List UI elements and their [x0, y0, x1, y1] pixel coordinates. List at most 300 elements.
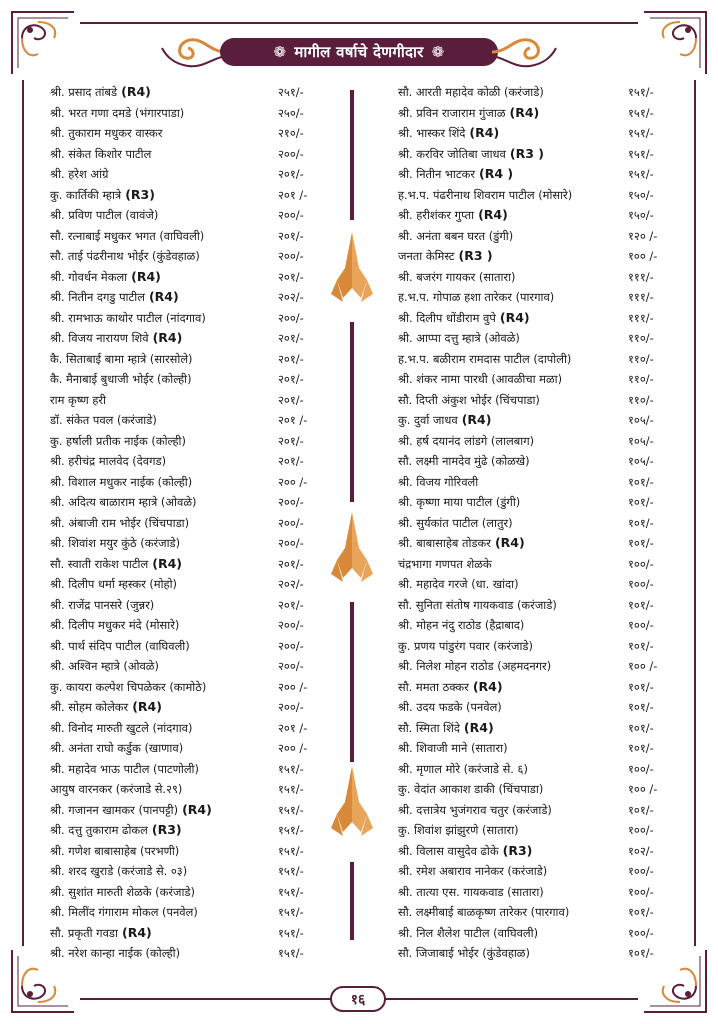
donor-row: [398, 595, 674, 616]
donor-name-text: ह.भ.प. गोपाळ हशा तारेकर (पारगाव): [398, 290, 555, 304]
donation-amount: २०२/-: [278, 290, 304, 304]
donor-name-text: श्री. शिवाजी माने (सातारा): [398, 741, 508, 755]
donor-row: [398, 349, 674, 370]
donor-row: [50, 902, 326, 923]
donation-amount: २००/-: [278, 638, 304, 653]
donation-amount: १०१/-: [628, 946, 654, 960]
frame-left-border: [22, 80, 24, 946]
donor-name: [398, 677, 503, 698]
donor-name-text: श्री. प्रविण पाटील (वावंजे): [50, 208, 159, 222]
donor-row: [398, 144, 674, 165]
donor-name-text: कु. कायरा कल्पेश चिपळेकर (कामोठे): [50, 679, 207, 694]
donor-list-right: [398, 82, 674, 964]
donation-amount: १५१/-: [628, 146, 654, 161]
donor-row: [50, 431, 326, 452]
donor-name-text: श्री. अदित्य बाळाराम म्हात्रे (ओवळे): [50, 495, 197, 509]
donor-row: [398, 820, 674, 841]
donation-amount: २०० /-: [278, 679, 308, 694]
donation-amount: १०१/-: [628, 700, 654, 714]
donor-row: [50, 554, 326, 575]
donor-name: [50, 226, 204, 247]
donor-name: [50, 472, 192, 493]
donor-row: [398, 390, 674, 411]
donor-row: [398, 943, 674, 964]
donation-amount: १०५/-: [628, 454, 654, 468]
donor-badge: (R4): [182, 801, 212, 817]
donor-name: [50, 246, 200, 267]
donor-name-text: कु. दुर्वा जाधव: [398, 413, 458, 427]
donation-amount: ११०/-: [628, 392, 654, 407]
donor-name-text: श्री. अनंता बबन घरत (डुंगी): [398, 228, 514, 243]
donor-badge: (R4): [463, 719, 494, 735]
donor-row: [50, 205, 326, 226]
donor-name: [398, 841, 532, 862]
donor-row: [398, 308, 674, 329]
donor-name: [50, 595, 154, 616]
donor-row: [50, 513, 326, 534]
donation-amount: २०० /-: [278, 474, 308, 489]
donor-row: [398, 103, 674, 124]
donor-row: [398, 615, 674, 636]
donation-amount: १००/-: [628, 577, 654, 591]
donation-amount: १०० /-: [628, 782, 658, 796]
donor-row: [398, 267, 674, 288]
donation-amount: १०० /-: [628, 659, 658, 673]
donation-amount: १००/-: [628, 925, 654, 940]
donor-name: [398, 123, 499, 144]
donor-row: [398, 328, 674, 349]
donor-name-text: राम कृष्ण हरी: [50, 392, 106, 407]
donor-name: [50, 144, 151, 165]
donor-row: [50, 390, 326, 411]
donor-name: [398, 779, 543, 800]
donor-name-text: श्री. रमेश अबाराव नानेकर (करंजाडे): [398, 864, 548, 878]
donation-amount: १११/-: [628, 310, 654, 325]
donor-row: [50, 472, 326, 493]
donor-row: [398, 492, 674, 513]
donor-badge: (R4): [509, 104, 540, 120]
donor-row: [398, 882, 674, 903]
donor-name: [398, 595, 557, 616]
donor-row: [50, 349, 326, 370]
donor-name-text: सौ. आरती महादेव कोळी (करंजाडे): [398, 85, 544, 99]
donor-name: [398, 287, 554, 308]
donor-row: [50, 246, 326, 267]
page-number: १६: [330, 986, 386, 1012]
donor-row: [398, 82, 674, 103]
donor-name: [50, 308, 206, 329]
donor-row: [398, 656, 674, 677]
donor-row: [50, 533, 326, 554]
donor-name-text: डॉ. संकेत पवल (करंजाडे): [50, 413, 157, 427]
donor-name: [398, 144, 544, 165]
donor-name: [398, 759, 528, 780]
title-ornament-right-icon: ❁: [431, 43, 445, 61]
donor-list-left: [50, 82, 326, 964]
donation-amount: १०१/-: [628, 720, 654, 735]
donor-row: [398, 123, 674, 144]
donor-name: [398, 369, 562, 390]
donor-name-text: श्री. शंकर नामा पारधी (आवळीचा मळा): [398, 372, 563, 386]
donation-amount: ११०/-: [628, 372, 654, 386]
donor-badge: (R4): [132, 699, 162, 714]
donor-name: [398, 410, 491, 431]
donor-row: [398, 451, 674, 472]
donor-badge: (R4): [148, 289, 179, 304]
donor-name-text: श्री. अश्विन म्हात्रे (ओवळे): [50, 659, 159, 673]
donation-amount: २०१ /-: [278, 413, 308, 427]
donor-name: [50, 431, 186, 452]
donor-row: [398, 533, 674, 554]
donor-name-text: सौ. जिजाबाई भोईर (कुंडेवहाळ): [398, 946, 530, 960]
donor-name-text: कै. मैनाबाई बुधाजी भोईर (कोल्ही): [50, 372, 192, 386]
donor-name-text: श्री. विशाल मधुकर नाईक (कोल्ही): [50, 474, 193, 489]
donation-amount: २०१/-: [278, 433, 304, 448]
donor-name: [50, 205, 158, 226]
donor-name: [50, 328, 182, 349]
donor-badge: (R4): [461, 412, 492, 427]
donor-name-text: सौ. स्मिता शिंदे: [398, 720, 460, 735]
donation-amount: २०१/-: [278, 454, 304, 468]
donation-amount: १०२/-: [628, 843, 654, 858]
donor-name: [50, 738, 183, 759]
donor-name: [50, 697, 162, 718]
title-ornament-left-icon: ❁: [273, 43, 287, 61]
donor-name-text: ह.भ.प. बळीराम रामदास पाटील (दापोली): [398, 351, 572, 366]
donor-name: [398, 902, 569, 923]
donor-row: [398, 841, 674, 862]
donation-amount: १००/-: [628, 761, 654, 776]
donor-row: [398, 554, 674, 575]
donation-amount: १११/-: [628, 290, 654, 304]
donor-row: [398, 697, 674, 718]
donation-amount: १०१/-: [628, 679, 654, 694]
donor-name: [50, 103, 184, 124]
donation-amount: ११०/-: [628, 351, 654, 366]
donation-amount: १५१/-: [278, 905, 304, 919]
donation-amount: १००/-: [628, 556, 654, 571]
donor-name: [398, 574, 519, 595]
donor-name-text: श्री. निलेश मोहन राठोड (अहमदनगर): [398, 659, 552, 673]
donor-row: [398, 369, 674, 390]
title-swirl-icon: [490, 34, 560, 70]
donor-name: [398, 205, 508, 226]
donor-badge: (R4 ): [479, 166, 514, 181]
donor-row: [398, 431, 674, 452]
donor-name-text: सौ. लक्ष्मी नामदेव मुंढे (कोळखे): [398, 454, 530, 468]
donation-amount: १५१/-: [278, 884, 304, 899]
donor-name: [398, 226, 513, 247]
donation-amount: १०१/-: [628, 905, 654, 919]
page-title: [220, 38, 498, 66]
donor-name-text: श्री. हरीशंकर गुप्ता: [398, 208, 475, 222]
donor-name-text: श्री. कृष्णा माया पाटील (डुंगी): [398, 495, 521, 509]
donor-row: [50, 595, 326, 616]
donor-row: [398, 800, 674, 821]
donor-row: [50, 738, 326, 759]
donation-amount: १०५/-: [628, 433, 654, 448]
donor-row: [50, 861, 326, 882]
donor-name-text: सौ. लक्ष्मीबाई बाळकृष्ण तारेकर (पारगाव): [398, 905, 570, 919]
frame-top-border: [80, 22, 638, 24]
donor-name: [398, 513, 513, 534]
donor-name-text: श्री. हरेश आंग्रे: [50, 167, 109, 181]
donor-name-text: श्री. सुशांत मारुती शेळके (करंजाडे): [50, 884, 195, 899]
donor-name-text: श्री. करविर जोतिबा जाधव: [398, 146, 506, 161]
donor-name: [50, 841, 179, 862]
donor-row: [50, 656, 326, 677]
donor-name: [398, 636, 533, 657]
donor-name-text: आयुष वारनकर (करंजाडे से.२९): [50, 782, 183, 796]
donor-name-text: श्री. भरत गणा दमडे (भंगारपाडा): [50, 105, 185, 120]
donor-name: [50, 636, 190, 657]
donor-name: [398, 656, 551, 677]
donation-amount: २००/-: [278, 310, 304, 325]
donation-amount: २००/-: [278, 515, 304, 530]
donor-name: [398, 164, 513, 185]
donation-amount: २००/-: [278, 146, 304, 161]
donor-name: [398, 390, 540, 411]
donor-row: [398, 205, 674, 226]
donor-row: [50, 779, 326, 800]
donor-name-text: श्री. हरीचंद्र मालवेद (देवगड): [50, 454, 167, 468]
donor-row: [50, 123, 326, 144]
donation-amount: १५१/-: [278, 782, 304, 796]
donor-name-text: श्री. सुर्यकांत पाटील (लातुर): [398, 515, 513, 530]
donor-name-text: श्री. उदय फडके (पनवेल): [398, 700, 502, 714]
donor-name-text: सौ. रत्नाबाई मधुकर भगत (वाघिवली): [50, 228, 205, 243]
donor-name: [50, 615, 179, 636]
donation-amount: २०१/-: [278, 269, 304, 284]
donor-name: [50, 82, 151, 103]
donor-row: [50, 820, 326, 841]
donor-name-text: श्री. रामभाऊ काथोर पाटील (नांदगाव): [50, 310, 206, 325]
donor-name-text: श्री. विलास वासुदेव ढोके: [398, 843, 499, 858]
donor-badge: (R4): [121, 924, 152, 940]
donor-name: [398, 533, 525, 554]
donor-badge: (R4): [121, 84, 151, 99]
folded-hands-icon: [327, 508, 377, 588]
donor-badge: (R3): [125, 186, 155, 202]
donor-row: [398, 636, 674, 657]
donor-name: [50, 492, 196, 513]
donor-row: [50, 718, 326, 739]
donor-row: [398, 287, 674, 308]
donor-badge: (R3 ): [509, 145, 544, 161]
donor-row: [50, 697, 326, 718]
donor-name: [398, 820, 519, 841]
donor-name: [398, 923, 538, 944]
donation-amount: १०१/-: [628, 597, 654, 612]
donor-name-text: श्री. दत्तात्रेय भुजंगराव चतुर (करंजाडे): [398, 802, 552, 817]
donor-name: [50, 123, 162, 144]
donation-amount: १०१/-: [628, 638, 654, 653]
donor-name: [50, 923, 152, 944]
donor-name-text: कु. कार्तिकी म्हात्रे: [50, 187, 122, 202]
donor-name: [398, 246, 493, 267]
donor-name: [50, 287, 179, 308]
donor-row: [398, 472, 674, 493]
donation-amount: २०१/-: [278, 556, 304, 571]
donation-amount: १०१/-: [628, 802, 654, 817]
donation-amount: २००/-: [278, 700, 304, 714]
donor-name: [398, 800, 552, 821]
donor-name: [398, 431, 534, 452]
donor-name-text: श्री. मोहन नंदु राठोड (हैद्राबाद): [398, 618, 525, 632]
donor-name: [398, 492, 520, 513]
donation-amount: २०१/-: [278, 351, 304, 366]
donor-row: [50, 308, 326, 329]
donor-row: [398, 923, 674, 944]
donation-amount: १००/-: [628, 864, 654, 878]
donor-name-text: श्री. पार्थ संदिप पाटील (वाघिवली): [50, 638, 190, 653]
donor-name: [50, 574, 177, 595]
donor-name-text: श्री. बाबासाहेब तोडकर: [398, 536, 491, 550]
title-swirl-icon: [158, 34, 228, 70]
donor-row: [398, 246, 674, 267]
donation-amount: १५०/-: [628, 187, 654, 202]
donation-amount: २००/-: [278, 208, 304, 222]
donation-amount: २००/-: [278, 659, 304, 673]
donor-name: [398, 185, 572, 206]
donor-name-text: श्री. संकेत किशोर पाटील: [50, 146, 152, 161]
donor-row: [398, 738, 674, 759]
donor-row: [398, 185, 674, 206]
donor-name-text: श्री. तुकाराम मधुकर वास्कर: [50, 126, 163, 140]
donation-amount: १११/-: [628, 269, 654, 284]
donation-amount: २०१/-: [278, 167, 304, 181]
donor-name: [50, 861, 187, 882]
folded-hands-icon: [327, 762, 377, 842]
donor-name: [50, 800, 212, 821]
donor-name: [50, 759, 199, 780]
donor-name-text: श्री. दिलीप धोंडीराम वुपे: [398, 310, 496, 325]
donor-name-text: श्री. दत्तु तुकाराम ढोकल: [50, 823, 148, 837]
donor-badge: (R4): [494, 535, 525, 550]
donor-row: [50, 287, 326, 308]
donor-badge: (R3 ): [458, 248, 493, 263]
donation-amount: १५१/-: [278, 946, 304, 960]
donor-row: [398, 226, 674, 247]
donor-row: [398, 902, 674, 923]
title-background: [220, 38, 498, 66]
donor-row: [50, 492, 326, 513]
donation-amount: १५१/-: [278, 843, 304, 858]
donor-row: [50, 841, 326, 862]
donor-name: [398, 308, 530, 329]
donation-amount: २०१/-: [278, 372, 304, 386]
donor-name: [50, 677, 206, 698]
donor-name-text: श्री. महादेव गरजे (धा. खांदा): [398, 577, 519, 591]
donation-amount: २००/-: [278, 249, 304, 263]
donation-amount: १००/-: [628, 618, 654, 632]
donor-name-text: श्री. शरद खुराडे (करंजाडे से. ०३): [50, 864, 188, 878]
donor-name: [398, 349, 571, 370]
donation-amount: १००/-: [628, 884, 654, 899]
donation-amount: २००/-: [278, 618, 304, 632]
donor-row: [50, 144, 326, 165]
donation-amount: १०० /-: [628, 249, 658, 263]
donor-badge: (R4): [131, 268, 161, 284]
donor-row: [50, 328, 326, 349]
donor-name-text: श्री. तात्या एस. गायकवाड (सातारा): [398, 884, 544, 899]
donor-name-text: श्री. शिवांश मयुर कुंठे (करंजाडे): [50, 536, 181, 550]
donor-name-text: ह.भ.प. पंढरीनाथ शिवराम पाटील (मोसारे): [398, 187, 573, 202]
donor-name-text: श्री. दिलीप मधुकर मंदे (मोसारे): [50, 618, 180, 632]
donation-amount: २०१/-: [278, 392, 304, 407]
donor-name-text: जनता केमिस्ट: [398, 249, 455, 263]
frame-right-border: [694, 80, 696, 946]
donor-name-text: सौ. प्रकृती गवडा: [50, 925, 118, 940]
donor-name: [398, 738, 508, 759]
donation-amount: २०२/-: [278, 577, 304, 591]
donor-name-text: श्री. सोहम कोलेकर: [50, 700, 129, 714]
donation-amount: २००/-: [278, 495, 304, 509]
donor-name: [50, 267, 161, 288]
donor-name: [398, 943, 530, 964]
donor-badge: (R4): [469, 125, 500, 140]
title-banner: [158, 30, 560, 74]
donor-name-text: श्री. नितीन भाटकर: [398, 167, 476, 181]
donor-name-text: कु. शिवांश झांझुरणे (सातारा): [398, 823, 519, 837]
donor-badge: (R3): [502, 842, 533, 858]
donor-name: [50, 943, 180, 964]
donor-row: [50, 574, 326, 595]
donor-name-text: श्री. राजेंद्र पानसरे (जुन्नर): [50, 597, 155, 612]
donor-name-text: श्री. हर्ष दयानंद लांडगे (लालबाग): [398, 433, 535, 448]
donation-amount: १०१/-: [628, 741, 654, 755]
corner-ornament-icon: [8, 8, 78, 78]
donor-name-text: सौ. स्वाती राकेश पाटील: [50, 556, 149, 571]
donor-name: [50, 349, 193, 370]
donor-name-text: श्री. महादेव भाऊ पाटील (पाटणोली): [50, 761, 199, 776]
donation-amount: १५१/-: [628, 126, 654, 140]
donor-name-text: सौ. ताई पंढरीनाथ भोईर (कुंडेवहाळ): [50, 249, 200, 263]
donor-name: [50, 451, 166, 472]
donor-name-text: श्री. मृणाल मोरे (करंजाडे से. ६): [398, 761, 528, 776]
donation-amount: १०१/-: [628, 495, 654, 509]
donor-row: [50, 103, 326, 124]
donor-name: [50, 513, 189, 534]
donor-name-text: श्री. आप्पा दत्तु म्हात्रे (ओवळे): [398, 331, 520, 345]
donation-amount: १५०/-: [628, 208, 654, 222]
donor-name: [50, 779, 182, 800]
donor-name: [50, 164, 108, 185]
donor-name: [398, 103, 539, 124]
donor-badge: (R4): [152, 555, 182, 571]
donor-row: [50, 943, 326, 964]
donor-row: [398, 574, 674, 595]
donor-name-text: कु. प्रणय पांडुरंग पवार (करंजाडे): [398, 638, 533, 653]
donor-name: [50, 902, 198, 923]
donation-amount: १५१/-: [278, 925, 304, 940]
donor-row: [398, 759, 674, 780]
donor-row: [50, 369, 326, 390]
donor-name: [398, 267, 516, 288]
donor-row: [50, 410, 326, 431]
donor-name-text: श्री. गोवर्धन मेकला: [50, 269, 128, 284]
donor-name-text: श्री. मिलींद गंगाराम मोकल (पनवेल): [50, 905, 198, 919]
donor-badge: (R4): [478, 207, 508, 222]
donor-name: [398, 82, 544, 103]
donor-name-text: श्री. विजय गोरिवली: [398, 474, 479, 489]
donor-name: [50, 718, 192, 739]
donation-amount: २१०/-: [278, 126, 304, 140]
donor-name-text: कु. हर्षाली प्रतीक नाईक (कोल्ही): [50, 433, 186, 448]
donation-amount: १०१/-: [628, 474, 654, 489]
corner-ornament-icon: [640, 8, 710, 78]
donor-badge: (R4): [152, 330, 183, 345]
